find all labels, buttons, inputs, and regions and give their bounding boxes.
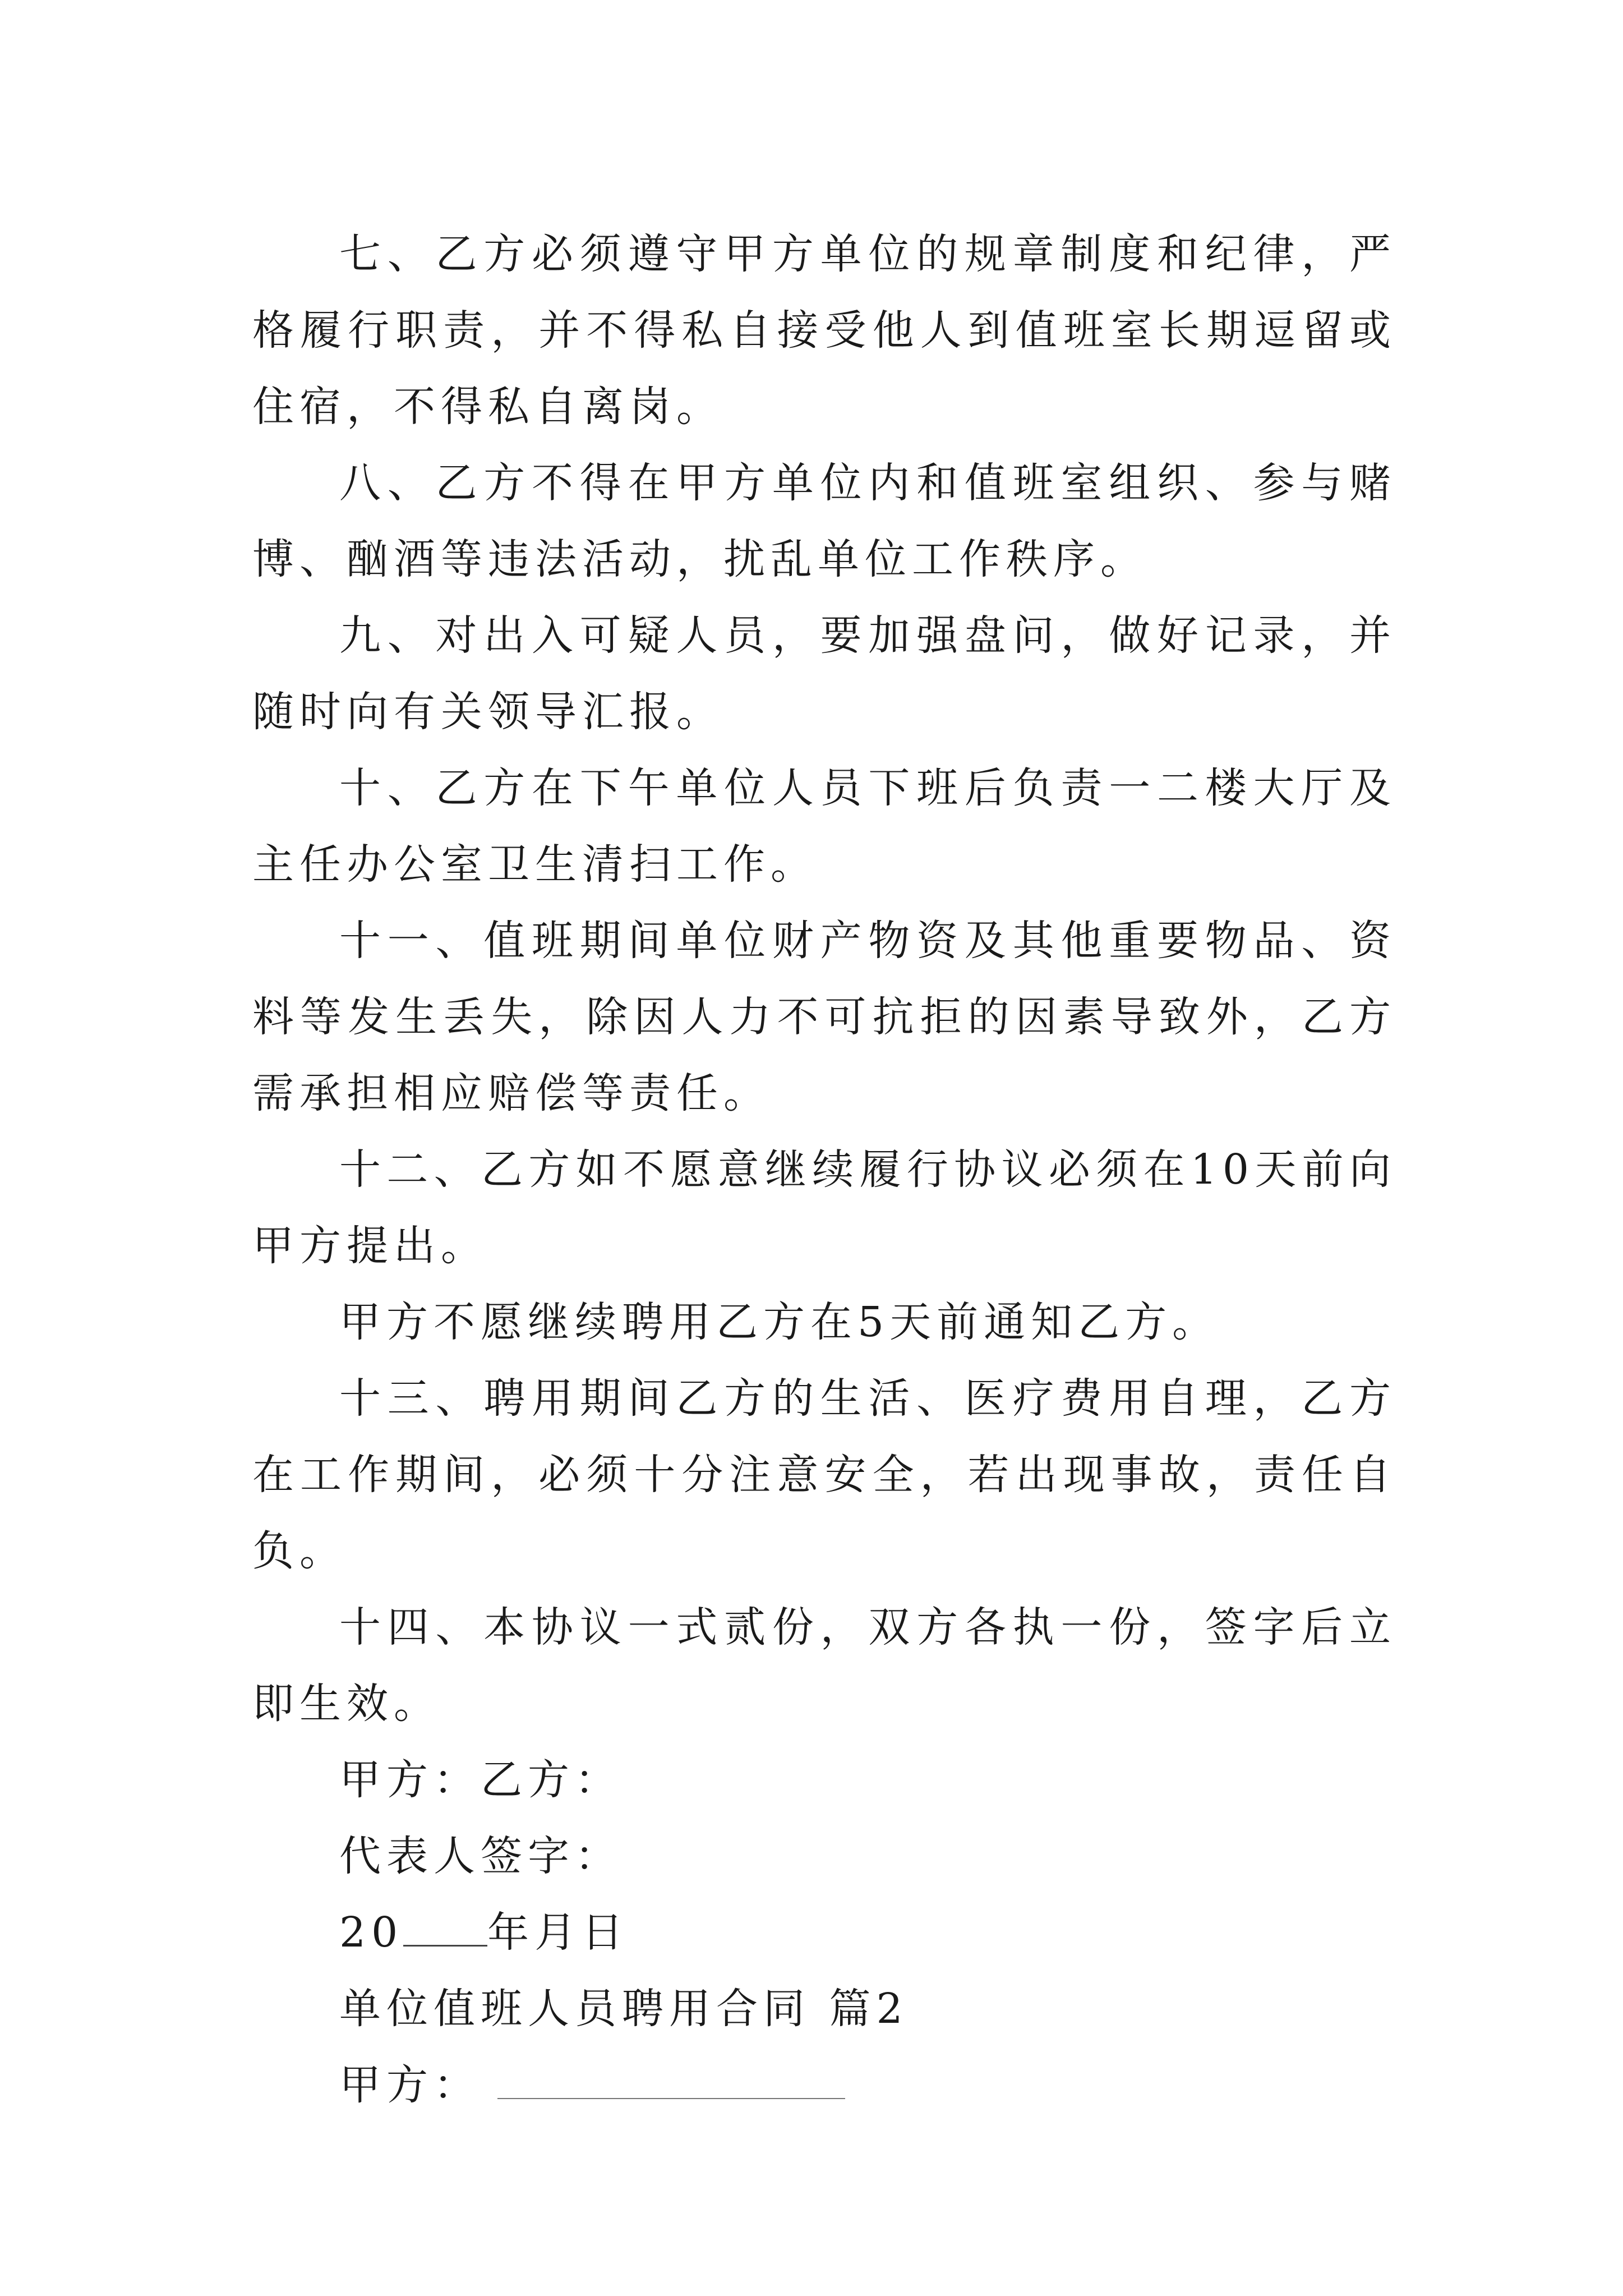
clause-12: 十二、乙方如不愿意继续履行协议必须在10天前向甲方提出。 (252, 1145, 1396, 1270)
representative-signature: 代表人签字： (339, 1832, 622, 1880)
document-body (252, 216, 1396, 2123)
next-section-title: 单位值班人员聘用合同 篇2 (339, 1985, 909, 2033)
signature-date (252, 1894, 1396, 1971)
party-a-label: 甲方： (339, 2061, 481, 2109)
year-blank (403, 1903, 487, 1947)
date-prefix: 20 (339, 1908, 404, 1957)
clause-10: 十、乙方在下午单位人员下班后负责一二楼大厅及主任办公室卫生清扫工作。 (252, 764, 1396, 889)
clause-11: 十一、值班期间单位财产物资及其他重要物品、资料等发生丢失，除因人力不可抗拒的因素导致外，乙方需承担相应赔偿等责任。 (252, 917, 1396, 1117)
clause-14: 十四、本协议一式贰份，双方各执一份，签字后立即生效。 (252, 1603, 1396, 1728)
next-party-line (252, 2047, 1396, 2123)
party-a-blank (497, 2056, 845, 2099)
clause-8: 八、乙方不得在甲方单位内和值班室组织、参与赌博、酗酒等违法活动，扰乱单位工作秩序。 (252, 459, 1396, 583)
clause-13: 十三、聘用期间乙方的生活、医疗费用自理，乙方在工作期间，必须十分注意安全，若出现事故，责任自负。 (252, 1374, 1396, 1575)
clause-7: 七、乙方必须遵守甲方单位的规章制度和纪律，严格履行职责，并不得私自接受他人到值班室长期逗留或住宿，不得私自离岗。 (252, 230, 1396, 431)
signature-parties: 甲方：乙方： (339, 1756, 622, 1804)
clause-9: 九、对出入可疑人员，要加强盘问，做好记录，并随时向有关领导汇报。 (252, 611, 1396, 736)
clause-12-addendum: 甲方不愿继续聘用乙方在5天前通知乙方。 (339, 1298, 1220, 1346)
date-suffix: 年月日 (487, 1908, 629, 1957)
